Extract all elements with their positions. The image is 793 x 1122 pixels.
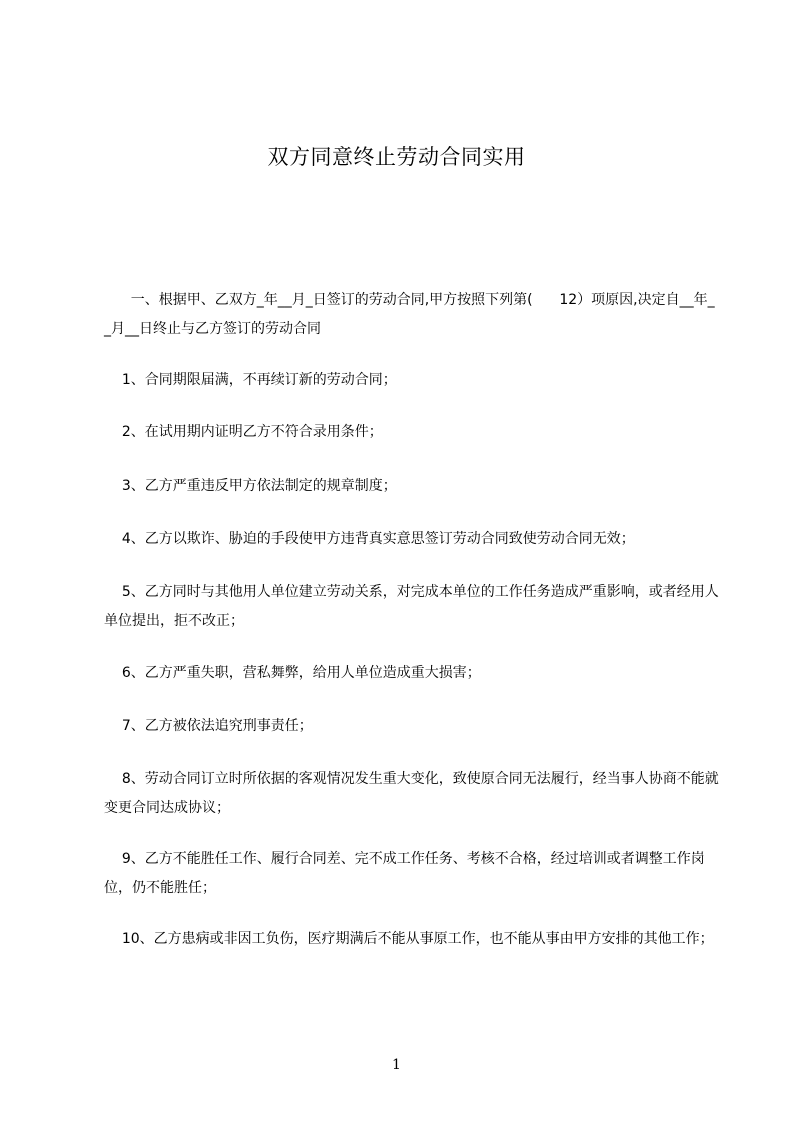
- list-item-6: 6、乙方严重失职，营私舞弊，给用人单位造成重大损害；: [104, 665, 481, 681]
- page-number: 1: [392, 1057, 401, 1073]
- document-title: 双方同意终止劳动合同实用: [267, 145, 526, 169]
- list-item-5: 5、乙方同时与其他用人单位建立劳动关系，对完成本单位的工作任务造成严重影响，或者经用人单位提出，拒不改正；: [104, 584, 719, 629]
- list-item-9: 9、乙方不能胜任工作、履行合同差、完不成工作任务、考核不合格，经过培训或者调整工作岗位，仍不能胜任；: [104, 851, 705, 896]
- list-item-10: 10、乙方患病或非因工负伤，医疗期满后不能从事原工作，也不能从事由甲方安排的其他工作；: [104, 931, 714, 947]
- list-item-4: 4、乙方以欺诈、胁迫的手段使甲方违背真实意思签订劳动合同致使劳动合同无效；: [104, 531, 635, 547]
- paragraph-termination-intro: 一、根据甲、乙双方_年__月_日签订的劳动合同,甲方按照下列第( 12）项原因,决定自__年__月__日终止与乙方签订的劳动合同: [104, 292, 715, 337]
- list-item-3: 3、乙方严重违反甲方依法制定的规章制度；: [104, 478, 397, 494]
- list-item-2: 2、在试用期内证明乙方不符合录用条件；: [104, 424, 383, 440]
- list-item-1: 1、合同期限届满，不再续订新的劳动合同；: [104, 372, 397, 388]
- list-item-7: 7、乙方被依法追究刑事责任；: [104, 718, 313, 734]
- list-item-8: 8、劳动合同订立时所依据的客观情况发生重大变化，致使原合同无法履行，经当事人协商不能就变更合同达成协议；: [104, 771, 719, 816]
